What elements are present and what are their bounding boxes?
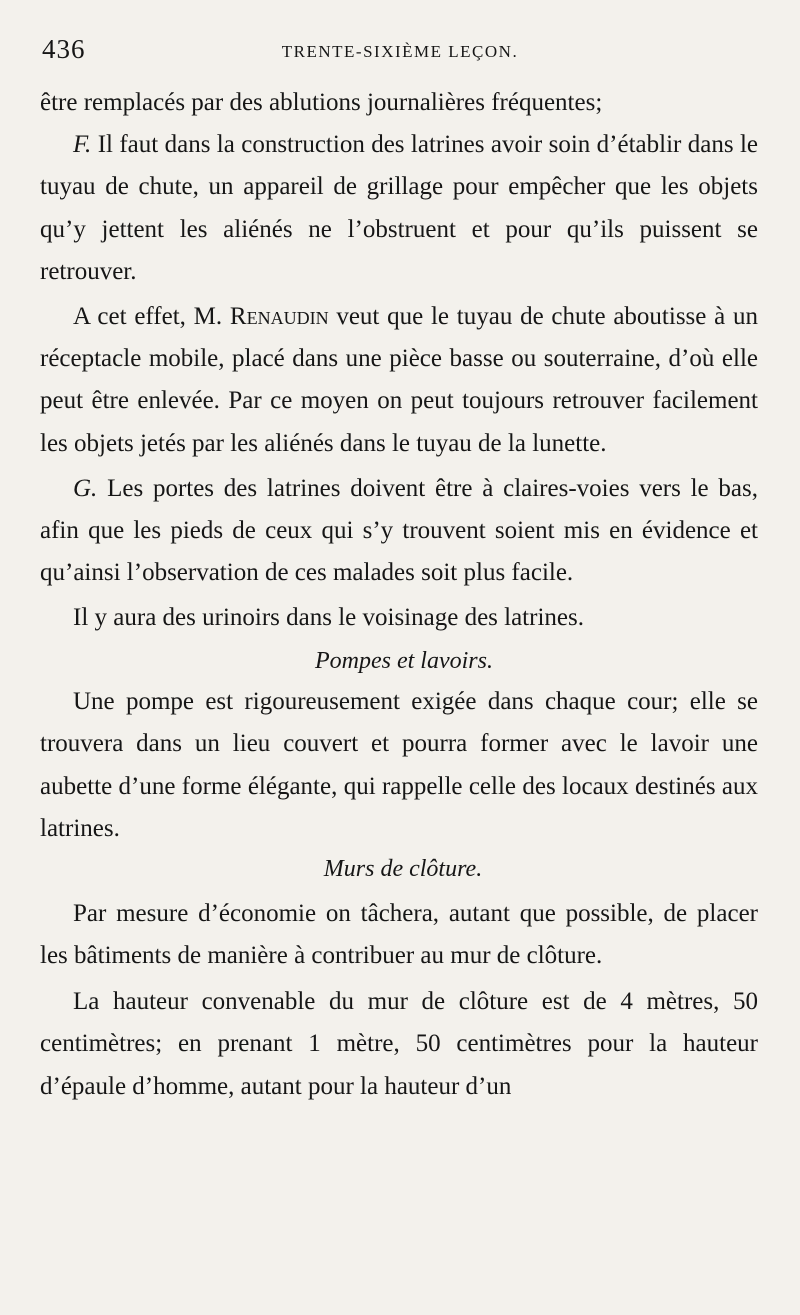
page-body <box>40 82 758 1108</box>
page-number: 436 <box>42 34 86 64</box>
paragraph-g-portes <box>40 468 758 595</box>
paragraph-ablutions: être remplacés par des ablutions journalières fréquentes; <box>40 89 603 116</box>
paragraph-pompe: Une pompe est rigoureusement exigée dans chaque cour; elle se trouvera dans un lieu couvert et pourra former avec le lavoir une aubette d’une forme élégante, qui rappelle celle des locaux destinés aux latrines. <box>40 687 758 843</box>
section-heading-pompes: Pompes et lavoirs. <box>315 647 493 674</box>
paragraph-renaudin-text: veut que le tuyau de chute aboutisse à un réceptacle mobile, placé dans une pièce basse ou souterraine, d’où elle peut être enlevée. Par ce moyen on peut toujours retrouver facilement les objets jetés par les aliénés dans le tuyau de la lunette. <box>40 303 758 457</box>
running-head: TRENTE-SIXIÈME LEÇON. <box>281 42 519 61</box>
item-label-f: F. <box>73 131 92 159</box>
page-header <box>42 34 758 68</box>
paragraph-hauteur: La hauteur convenable du mur de clôture est de 4 mètres, 50 centimètres; en prenant 1 mètre, 50 centimètres pour la hauteur d’épaule d’homme, autant pour la hauteur d’un <box>40 987 758 1100</box>
paragraph-f-text: Il faut dans la construction des latrines avoir soin d’établir dans le tuyau de chute, un appareil de grillage pour empêcher que les objets qu’y jettent les aliénés ne l’obstruent et pour qu’ils puissent se retrouver. <box>40 131 758 285</box>
item-label-g: G. <box>73 474 98 502</box>
paragraph-renaudin <box>40 296 758 465</box>
paragraph-economie: Par mesure d’économie on tâchera, autant que possible, de placer les bâtiments de manière à contribuer au mur de clôture. <box>40 899 758 970</box>
paragraph-urinoirs: Il y aura des urinoirs dans le voisinage des latrines. <box>73 604 584 632</box>
paragraph-f-grillage <box>40 124 758 293</box>
section-heading-murs: Murs de clôture. <box>323 855 483 882</box>
paragraph-renaudin-pre: A cet effet, M. <box>73 303 230 331</box>
author-name: Renaudin <box>229 303 329 331</box>
paragraph-g-text: Les portes des latrines doivent être à claires-voies vers le bas, afin que les pieds de ceux qui s’y trouvent soient mis en évidence et qu’ainsi l’observation de ces malades soit plus facile. <box>40 474 758 587</box>
